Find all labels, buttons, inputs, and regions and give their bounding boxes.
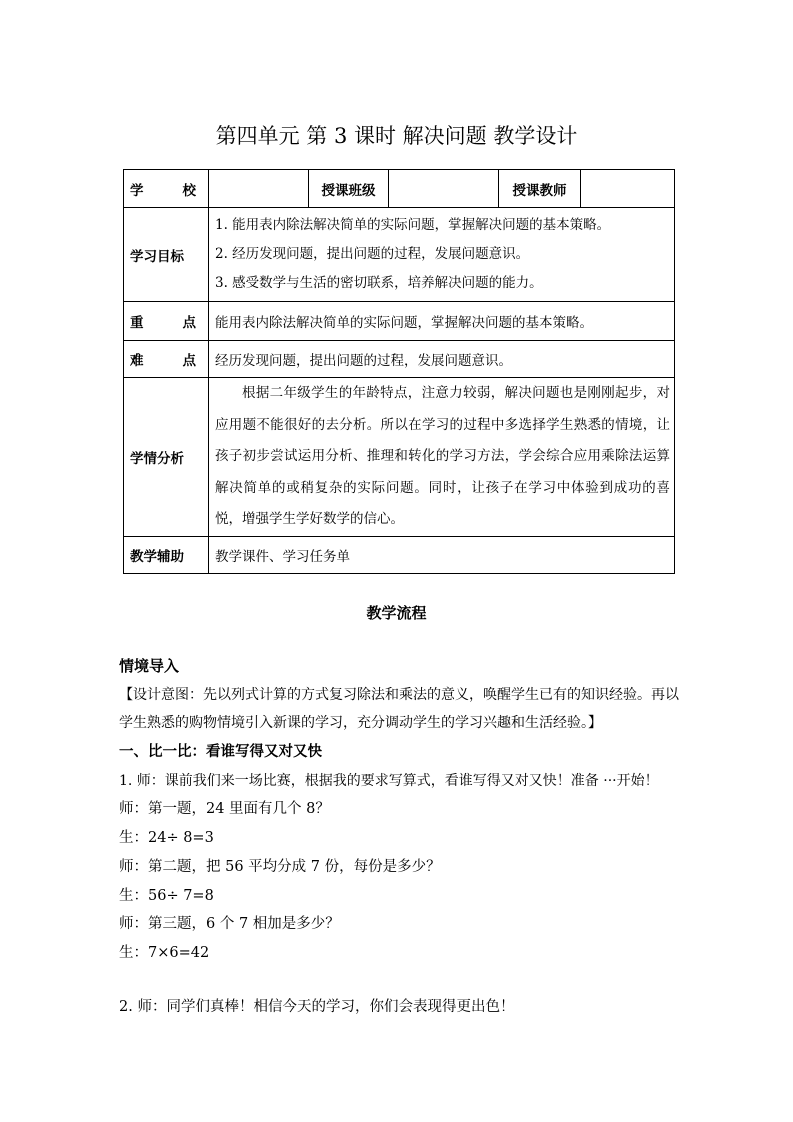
row-key-point: [124, 302, 675, 341]
class-label: 授课班级: [309, 170, 389, 208]
school-value: [209, 170, 309, 208]
row-aids: [124, 536, 675, 573]
design-intent-line: 学生熟悉的购物情境引入新课的学习，充分调动学生的学习兴趣和生活经验。】: [119, 715, 602, 732]
analysis-label: 学情分析: [124, 378, 209, 537]
dialogue-line: 师：第二题，把 56 平均分成 7 份，每份是多少？: [119, 858, 441, 875]
dialogue-line: 师：第一题，24 里面有几个 8？: [119, 801, 330, 818]
row-goals: [124, 208, 675, 302]
page-title: 第四单元 第 3 课时 解决问题 教学设计: [215, 124, 578, 148]
lesson-body: [119, 652, 679, 1021]
goal-item: 1. 能用表内除法解决简单的实际问题，掌握解决问题的基本策略。: [215, 217, 611, 233]
dialogue-line: 师：第三题，6 个 7 相加是多少？: [119, 916, 340, 933]
teacher-label: 授课教师: [499, 170, 581, 208]
goal-item: 2. 经历发现问题，提出问题的过程，发展问题意识。: [215, 246, 530, 262]
dialogue-line: 生：56÷ 7=8: [119, 887, 214, 904]
design-intent-line: 【设计意图：先以列式计算的方式复习除法和乘法的意义，唤醒学生已有的知识经验。再以: [119, 686, 679, 703]
part-heading: 一、比一比：看谁写得又对又快: [119, 743, 322, 761]
school-label: 学 校: [124, 170, 209, 208]
row-difficulty: [124, 341, 675, 378]
goals-cell: [209, 208, 675, 302]
lesson-info-table: [123, 169, 675, 574]
key-point-label: 重 点: [124, 302, 209, 341]
section-heading: 情境导入: [119, 657, 180, 675]
row-school: [124, 170, 675, 208]
difficulty-label: 难 点: [124, 341, 209, 378]
goals-label: 学习目标: [124, 208, 209, 302]
closing-line: 2. 师：同学们真棒！相信今天的学习，你们会表现得更出色！: [119, 998, 515, 1015]
goal-item: 3. 感受数学与生活的密切联系，培养解决问题的能力。: [215, 275, 543, 291]
class-value: [389, 170, 499, 208]
aids-value: 教学课件、学习任务单: [209, 536, 675, 573]
key-point-value: 能用表内除法解决简单的实际问题，掌握解决问题的基本策略。: [209, 302, 675, 341]
analysis-value: 根据二年级学生的年龄特点，注意力较弱，解决问题也是刚刚起步，对应用题不能很好的去分析。所以在学习的过程中多选择学生熟悉的情境，让孩子初步尝试运用分析、推理和转化的学习方法，学会综合应用乘除法运算解决简单的或稍复杂的实际问题。同时，让孩子在学习中体验到成功的喜悦，增强学生学好数学的信心。: [209, 378, 675, 537]
dialogue-line: 生：7×6=42: [119, 944, 210, 961]
flow-title: 教学流程: [366, 604, 427, 622]
dialogue-line: 生：24÷ 8=3: [119, 830, 214, 847]
row-analysis: [124, 378, 675, 537]
teacher-value: [581, 170, 675, 208]
difficulty-value: 经历发现问题，提出问题的过程，发展问题意识。: [209, 341, 675, 378]
aids-label: 教学辅助: [124, 536, 209, 573]
dialogue-line: 1. 师：课前我们来一场比赛，根据我的要求写算式，看谁写得又对又快！准备 ···开始！: [119, 772, 659, 789]
